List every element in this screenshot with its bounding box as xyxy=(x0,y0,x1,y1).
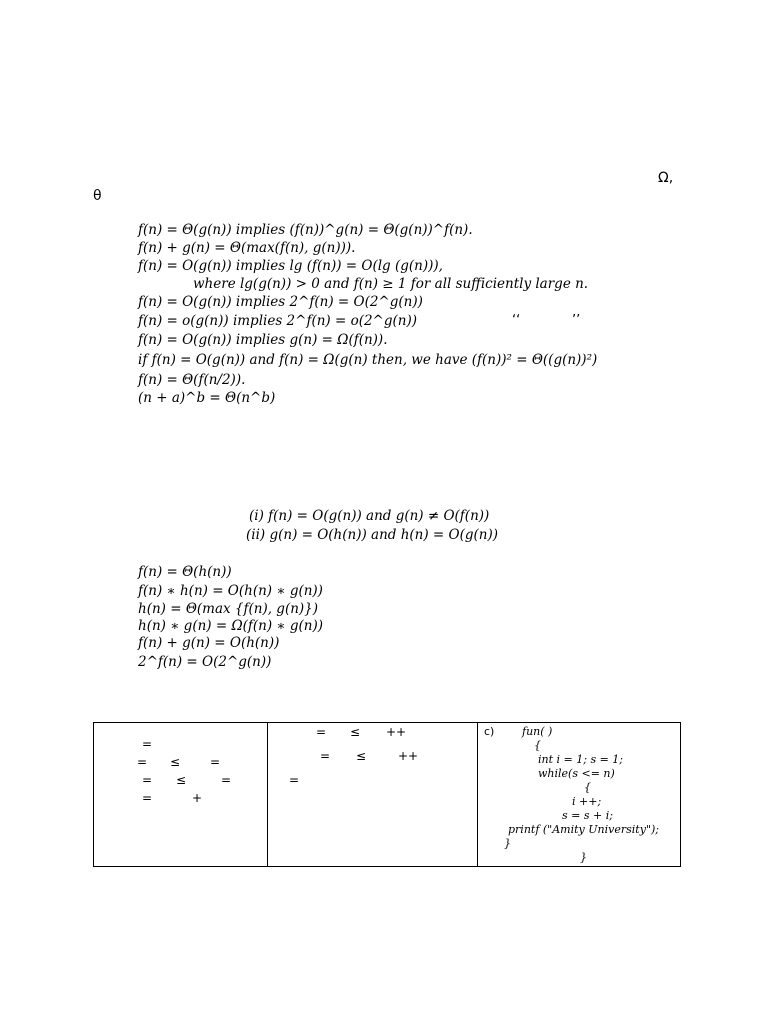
equation-9: (n + a)^b = Θ(n^b) xyxy=(138,390,276,406)
equation-1: f(n) = Θ(g(n)) implies (f(n))^g(n) = Θ(g(n))^f(n). xyxy=(138,222,473,238)
table-cell-b xyxy=(268,723,478,867)
code-line: fun( ) xyxy=(522,725,553,738)
option-equation-2: f(n) ∗ h(n) = O(h(n) ∗ g(n)) xyxy=(138,583,323,599)
cell-b-symbol: ++ xyxy=(398,749,419,763)
cell-a-symbol: ≤ xyxy=(176,773,187,787)
equation-8: f(n) = Θ(f(n/2)). xyxy=(138,372,246,388)
code-line: { xyxy=(584,781,591,794)
theta-symbol: θ xyxy=(93,188,102,204)
option-equation-5: f(n) + g(n) = O(h(n)) xyxy=(138,635,280,651)
cell-b-symbol: ≤ xyxy=(350,725,361,739)
open-quote: ‘‘ xyxy=(512,313,521,328)
table-cell-c xyxy=(478,723,681,867)
cell-a-symbol: = xyxy=(137,755,148,769)
equation-7: if f(n) = O(g(n)) and f(n) = Ω(g(n) then, we have (f(n))² = Θ((g(n))²) xyxy=(138,352,598,368)
code-line: } xyxy=(580,851,587,864)
cell-b-symbol: = xyxy=(316,725,327,739)
option-equation-1: f(n) = Θ(h(n)) xyxy=(138,564,232,580)
cell-a-symbol: + xyxy=(192,791,203,805)
equation-3-condition: where lg(g(n)) > 0 and f(n) ≥ 1 for all sufficiently large n. xyxy=(193,276,589,292)
code-line: i ++; xyxy=(572,795,602,808)
omega-symbol: Ω, xyxy=(658,170,674,186)
equation-6: f(n) = O(g(n)) implies g(n) = Ω(f(n)). xyxy=(138,332,388,348)
cell-b-symbol: ≤ xyxy=(356,749,367,763)
cell-a-symbol: ≤ xyxy=(170,755,181,769)
equation-4: f(n) = O(g(n)) implies 2^f(n) = O(2^g(n)) xyxy=(138,294,423,310)
cell-b-symbol: = xyxy=(289,773,300,787)
table-cell-a xyxy=(94,723,268,867)
cell-a-symbol: = xyxy=(142,791,153,805)
cell-b-symbol: = xyxy=(320,749,331,763)
code-line: } xyxy=(504,837,511,850)
code-line: s = s + i; xyxy=(562,809,613,822)
cell-a-symbol: = xyxy=(210,755,221,769)
condition-ii: (ii) g(n) = O(h(n)) and h(n) = O(g(n)) xyxy=(246,527,499,543)
code-line: printf ("Amity University"); xyxy=(508,823,659,836)
option-equation-6: 2^f(n) = O(2^g(n)) xyxy=(138,654,272,670)
equation-2: f(n) + g(n) = Θ(max(f(n), g(n))). xyxy=(138,240,356,256)
code-line: { xyxy=(534,739,541,752)
cell-a-symbol: = xyxy=(142,773,153,787)
cell-c-label: c) xyxy=(484,725,495,738)
equation-3: f(n) = O(g(n)) implies lg (f(n)) = O(lg (g(n))), xyxy=(138,258,443,274)
code-table xyxy=(93,722,681,867)
code-line: int i = 1; s = 1; xyxy=(538,753,624,766)
code-line: while(s <= n) xyxy=(538,767,615,780)
option-equation-3: h(n) = Θ(max {f(n), g(n)}) xyxy=(138,601,319,617)
cell-a-symbol: = xyxy=(142,737,153,751)
option-equation-4: h(n) ∗ g(n) = Ω(f(n) ∗ g(n)) xyxy=(138,618,324,634)
condition-i: (i) f(n) = O(g(n)) and g(n) ≠ O(f(n)) xyxy=(249,508,490,524)
equation-5: f(n) = o(g(n)) implies 2^f(n) = o(2^g(n)) xyxy=(138,313,417,329)
close-quote: ’’ xyxy=(572,313,581,328)
cell-b-symbol: ++ xyxy=(386,725,407,739)
cell-a-symbol: = xyxy=(221,773,232,787)
